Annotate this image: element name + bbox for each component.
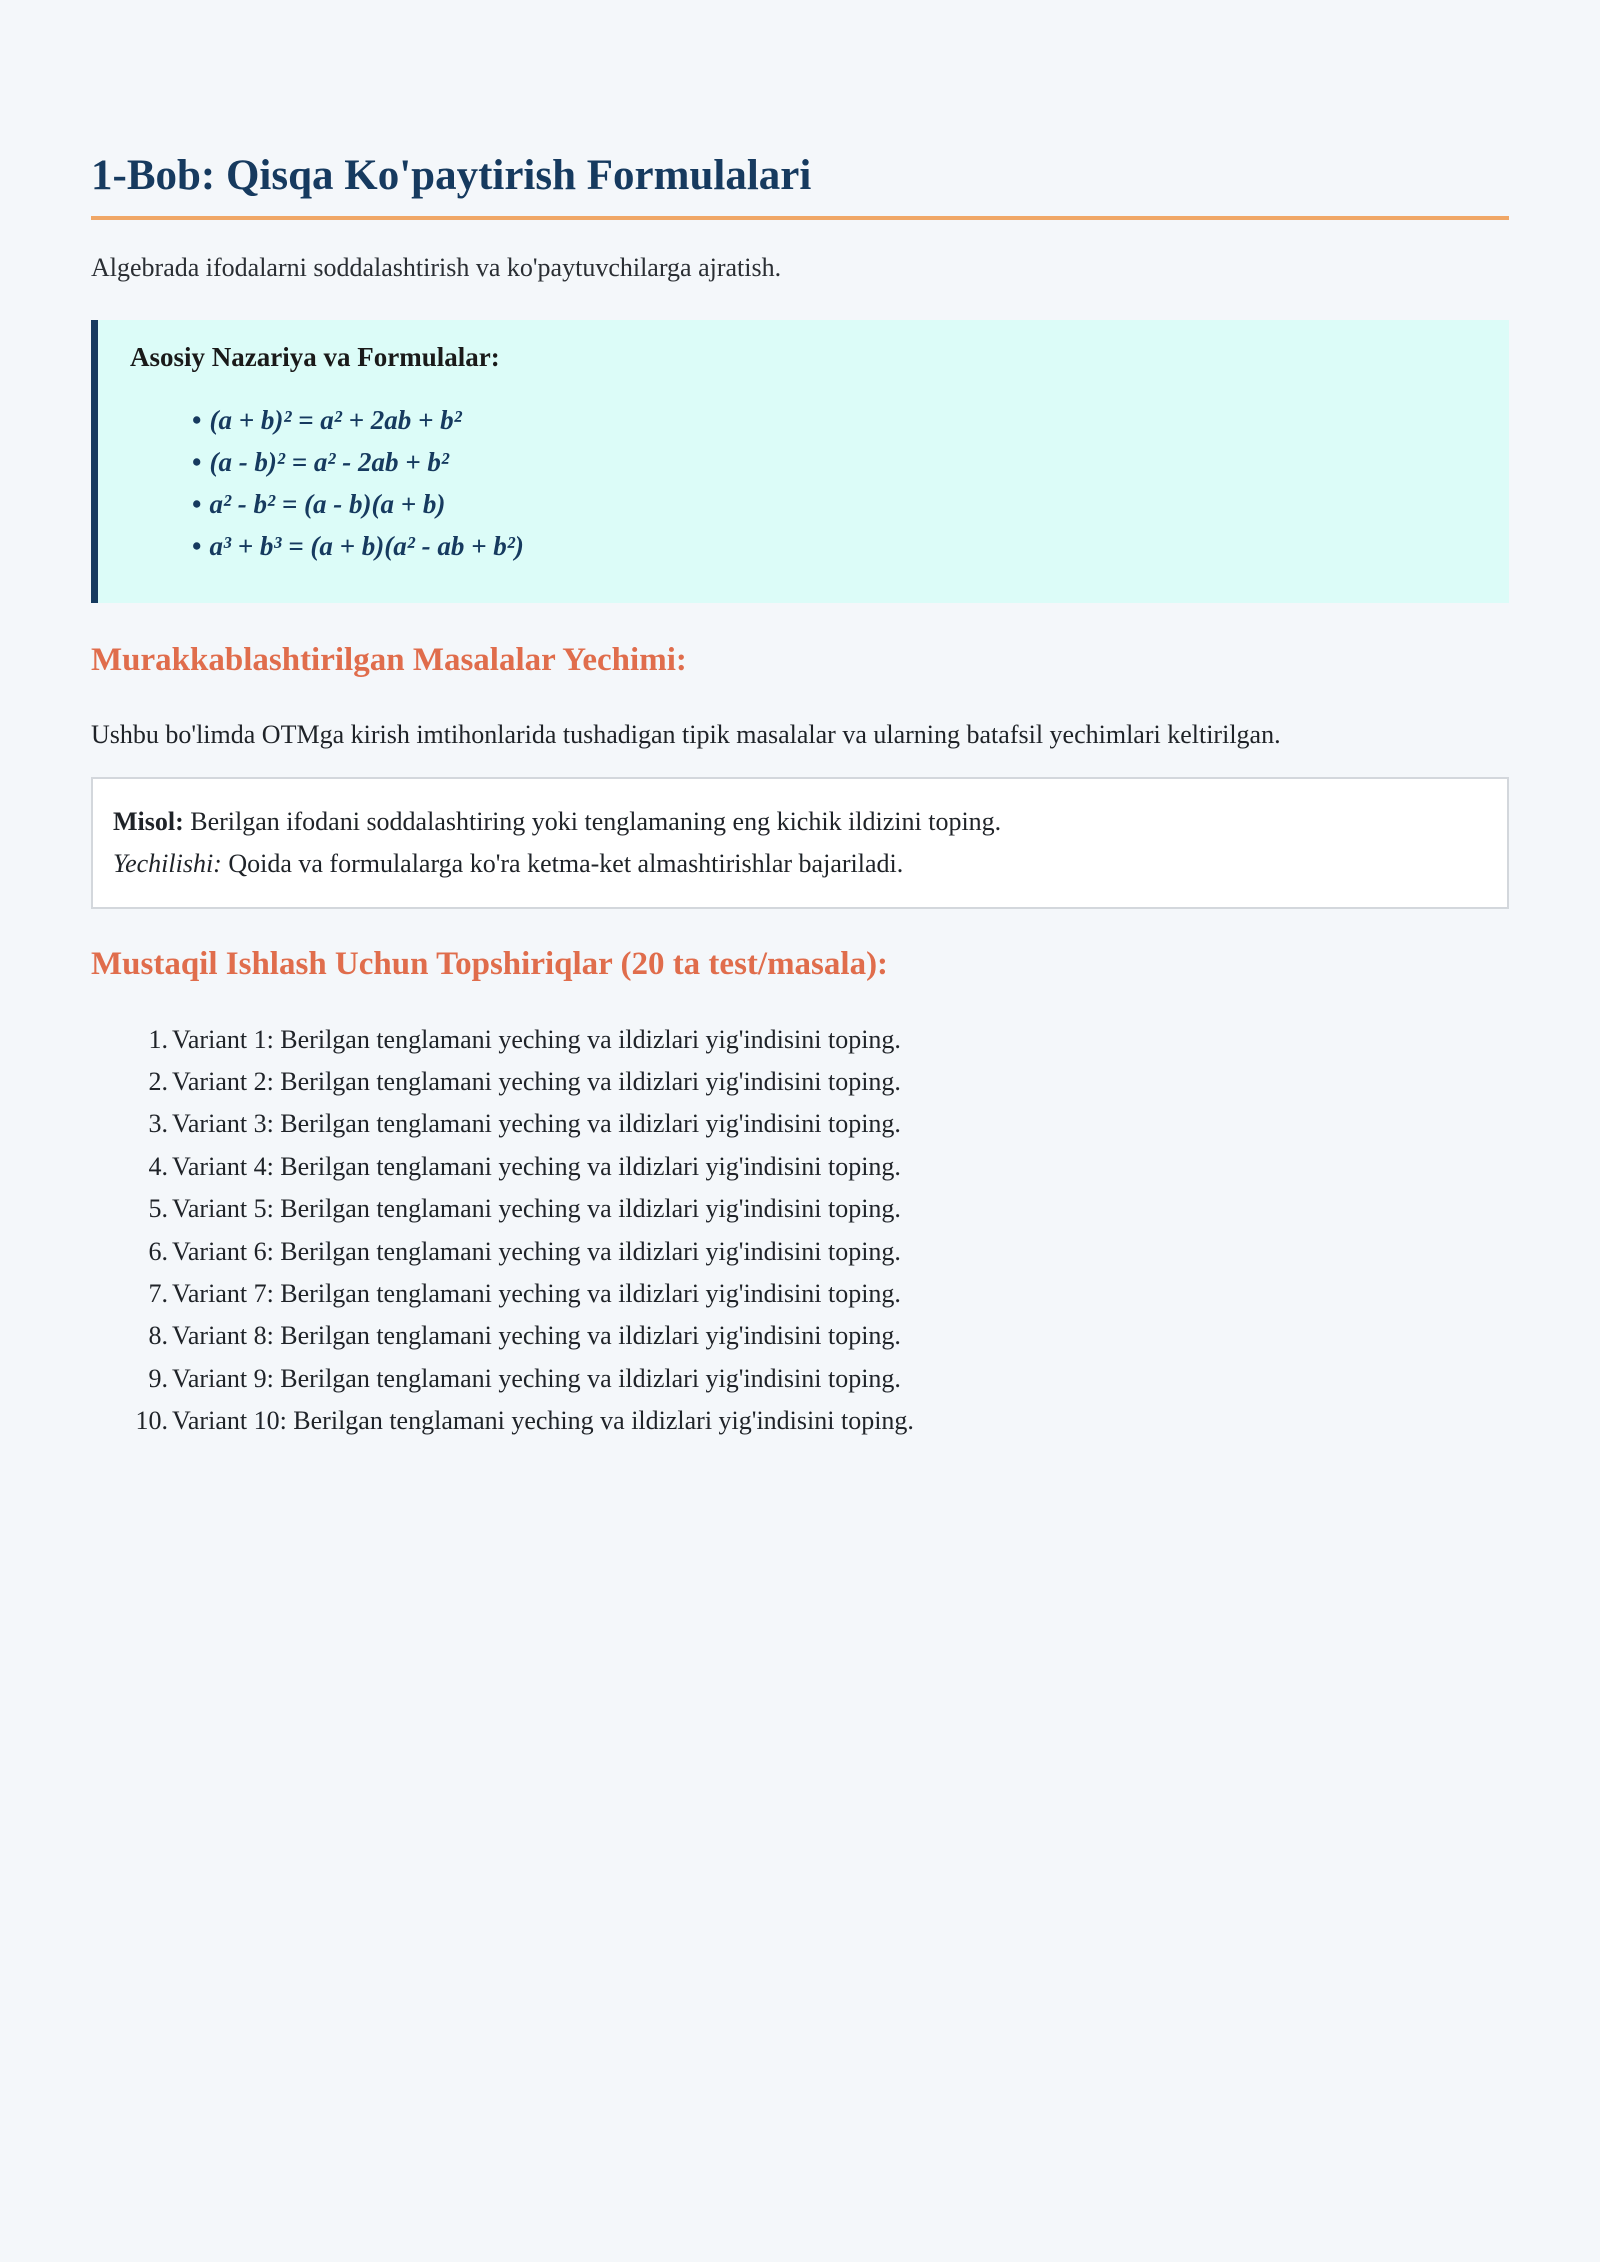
list-item <box>148 1146 1509 1188</box>
list-item-number: 9. <box>148 1363 168 1393</box>
bullet-icon: • <box>192 446 202 477</box>
list-item-number: 3. <box>148 1109 168 1139</box>
example-text: Berilgan ifodani soddalashtiring yoki tenglamaning eng kichik ildizini toping. <box>183 806 1002 836</box>
bullet-icon: • <box>192 530 202 561</box>
solutions-description: Ushbu bo'limda OTMga kirish imtihonlarida tushadigan tipik masalalar va ularning batafsil yechimlari keltirilgan. <box>91 719 1281 749</box>
theory-heading: Asosiy Nazariya va Formulalar: <box>130 341 500 372</box>
formula-list <box>130 399 1479 567</box>
formula-text: (a - b)² = a² - 2ab + b² <box>209 446 449 477</box>
list-item-text: Variant 6: Berilgan tenglamani yeching va ildizlari yig'indisini toping. <box>172 1236 901 1266</box>
task-list <box>91 1019 1509 1443</box>
list-item-text: Variant 1: Berilgan tenglamani yeching va ildizlari yig'indisini toping. <box>172 1024 901 1054</box>
tasks-title: Mustaqil Ishlash Uchun Topshiriqlar (20 ta test/masala): <box>91 945 889 982</box>
list-item <box>148 1273 1509 1315</box>
example-box <box>91 777 1509 909</box>
list-item <box>148 1188 1509 1230</box>
list-item-number: 7. <box>148 1279 168 1308</box>
example-line <box>113 801 1487 843</box>
list-item-number: 8. <box>148 1321 168 1351</box>
bullet-icon: • <box>192 488 202 519</box>
list-item-text: Variant 5: Berilgan tenglamani yeching va ildizlari yig'indisini toping. <box>172 1194 901 1224</box>
formula-item <box>192 441 1479 483</box>
list-item-text: Variant 7: Berilgan tenglamani yeching va ildizlari yig'indisini toping. <box>172 1279 901 1308</box>
list-item-number: 5. <box>148 1194 168 1224</box>
list-item-number: 4. <box>148 1151 168 1181</box>
list-item-number: 2. <box>148 1066 168 1096</box>
list-item <box>148 1019 1509 1061</box>
list-item-text: Variant 2: Berilgan tenglamani yeching va ildizlari yig'indisini toping. <box>172 1066 901 1096</box>
formula-text: a² - b² = (a - b)(a + b) <box>209 488 446 519</box>
list-item-text: Variant 9: Berilgan tenglamani yeching va ildizlari yig'indisini toping. <box>172 1363 901 1393</box>
solutions-title: Murakkablashtirilgan Masalalar Yechimi: <box>91 641 687 678</box>
list-item <box>135 1400 1509 1442</box>
solution-label: Yechilishi: <box>113 848 222 878</box>
list-item-text: Variant 8: Berilgan tenglamani yeching va ildizlari yig'indisini toping. <box>172 1321 901 1351</box>
list-item <box>148 1231 1509 1273</box>
solution-text: Qoida va formulalarga ko'ra ketma-ket almashtirishlar bajariladi. <box>221 848 904 878</box>
list-item-text: Variant 10: Berilgan tenglamani yeching va ildizlari yig'indisini toping. <box>172 1406 914 1436</box>
list-item-number: 10. <box>135 1406 168 1436</box>
formula-text: (a + b)² = a² + 2ab + b² <box>209 404 462 435</box>
list-item <box>148 1358 1509 1400</box>
list-item-text: Variant 3: Berilgan tenglamani yeching va ildizlari yig'indisini toping. <box>172 1109 901 1139</box>
list-item <box>148 1315 1509 1357</box>
bullet-icon: • <box>192 404 202 435</box>
list-item-text: Variant 4: Berilgan tenglamani yeching va ildizlari yig'indisini toping. <box>172 1151 901 1181</box>
list-item-number: 6. <box>148 1236 168 1266</box>
formula-text: a³ + b³ = (a + b)(a² - ab + b²) <box>209 530 524 561</box>
theory-box <box>91 320 1509 603</box>
formula-item <box>192 483 1479 525</box>
list-item <box>148 1061 1509 1103</box>
formula-item <box>192 399 1479 441</box>
solution-line <box>113 843 1487 885</box>
example-label: Misol: <box>113 806 184 836</box>
chapter-intro: Algebrada ifodalarni soddalashtirish va ko'paytuvchilarga ajratish. <box>91 252 782 282</box>
list-item-number: 1. <box>148 1024 168 1054</box>
list-item <box>148 1103 1509 1145</box>
formula-item <box>192 525 1479 567</box>
chapter-title: 1-Bob: Qisqa Ko'paytirish Formulalari <box>91 150 1509 220</box>
